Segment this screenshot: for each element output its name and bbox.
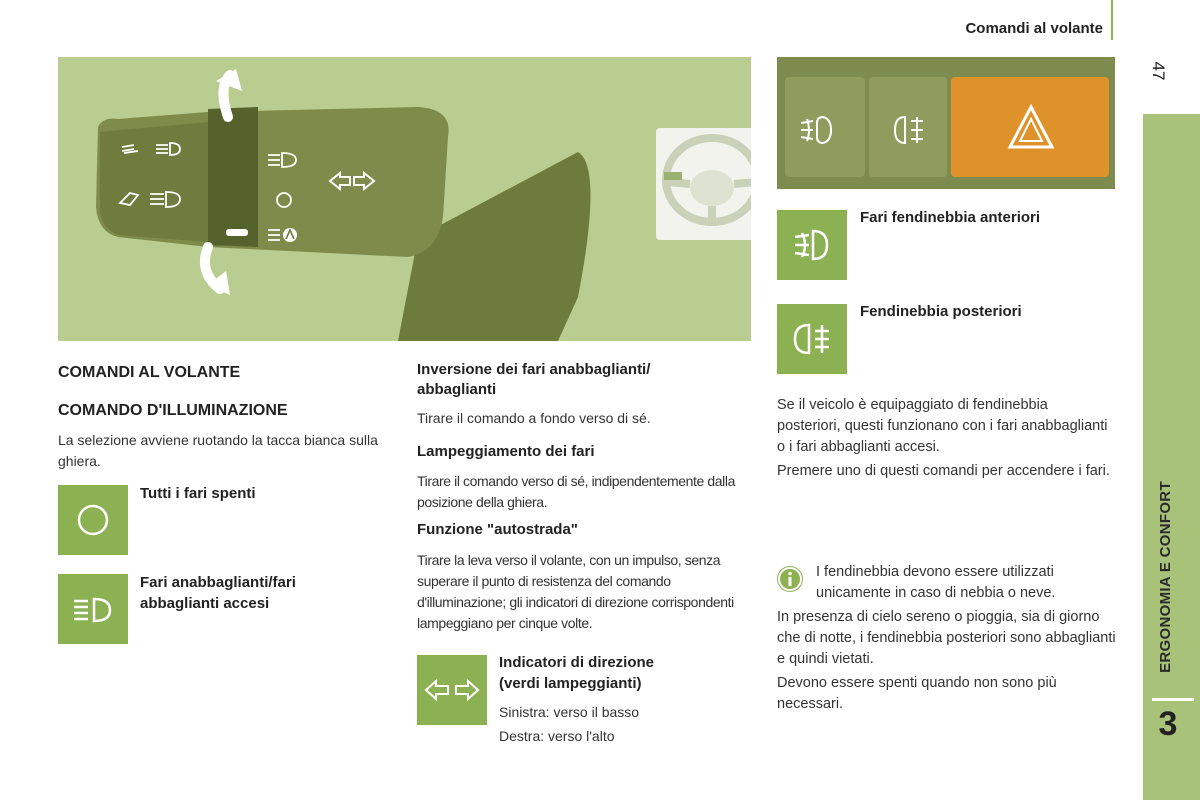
lights-off-icon-box (58, 485, 128, 555)
front-fog-lamp-icon (787, 223, 837, 267)
text-press: Premere uno di questi comandi per accendere i fari. (777, 463, 1110, 479)
info-icon (777, 566, 803, 592)
steering-wheel-icon (656, 128, 751, 240)
heading-indicators-line2: (verdi lampeggianti) (499, 675, 642, 692)
text-flash: Tirare il comando verso di sé, indipendentemente dalla posizione della ghiera. (417, 473, 735, 510)
switch-panel-illustration (777, 57, 1115, 189)
text-motorway: Tirare la leva verso il volante, con un impulso, senza superare il punto di resistenza del comando d'illuminazione; gli indicatori di direzione corrispondenti lampeggiano per cinque volte. (417, 552, 734, 631)
section-heading-steering-controls: COMANDI AL VOLANTE (58, 364, 241, 381)
item-lights-off-label: Tutti i fari spenti (140, 485, 256, 502)
page-number: 47 (1149, 61, 1168, 81)
item-beams-label-line2: abbaglianti accesi (140, 595, 270, 612)
text-switch-off: Devono essere spenti quando non sono più necessari. (777, 675, 1057, 712)
steering-wheel-thumbnail (656, 128, 751, 240)
heading-front-fog: Fari fendinebbia anteriori (860, 209, 1041, 226)
text-clear-sky: In presenza di cielo sereno o pioggia, sia di giorno che di notte, i fendinebbia posteriori sono abbaglianti e quindi vietati. (777, 609, 1116, 667)
heading-indicators-line1: Indicatori di direzione (499, 654, 655, 671)
header-rule (1111, 0, 1113, 40)
heading-flash: Lampeggiamento dei fari (417, 443, 595, 460)
info-text-line1: I fendinebbia devono essere utilizzati (816, 564, 1054, 580)
heading-rear-fog: Fendinebbia posteriori (860, 303, 1022, 320)
heading-inversion-line2: abbaglianti (417, 381, 497, 398)
text-left: Sinistra: verso il basso (499, 704, 640, 720)
lighting-stalk-illustration (58, 57, 751, 341)
dipped-main-beam-icon-box (58, 574, 128, 644)
chapter-number: 3 (1158, 705, 1178, 743)
text-right: Destra: verso l'alto (499, 728, 615, 744)
running-header: Comandi al volante (965, 20, 1103, 37)
heading-inversion-line1: Inversione dei fari anabbaglianti/ (417, 361, 651, 378)
lights-off-icon (73, 500, 113, 540)
front-fog-icon-box (777, 210, 847, 280)
headlamp-beam-icon (68, 589, 118, 629)
heading-motorway: Funzione "autostrada" (417, 521, 578, 538)
rear-fog-icon-box (777, 304, 847, 374)
indicator-arrows-icon (422, 675, 482, 705)
text-inversion: Tirare il comando a fondo verso di sé. (417, 410, 651, 426)
section-heading-lighting-control: COMANDO D'ILLUMINAZIONE (58, 402, 288, 419)
info-text-line2: unicamente in caso di nebbia o neve. (816, 585, 1056, 601)
chapter-rule (1152, 698, 1194, 701)
switch-panel-drawing (777, 57, 1115, 189)
chapter-section-label: ERGONOMIA E CONFORT (1157, 481, 1174, 673)
stalk-drawing (58, 57, 751, 341)
text-equipped: Se il veicolo è equipaggiato di fendinebbia posteriori, questi funzionano con i fari anabbaglianti o i fari abbaglianti accesi. (777, 397, 1108, 455)
item-beams-label-line1: Fari anabbaglianti/fari (140, 574, 296, 591)
rear-fog-lamp-icon (787, 317, 837, 361)
intro-text: La selezione avviene ruotando la tacca bianca sulla ghiera. (58, 432, 378, 469)
direction-indicators-icon-box (417, 655, 487, 725)
